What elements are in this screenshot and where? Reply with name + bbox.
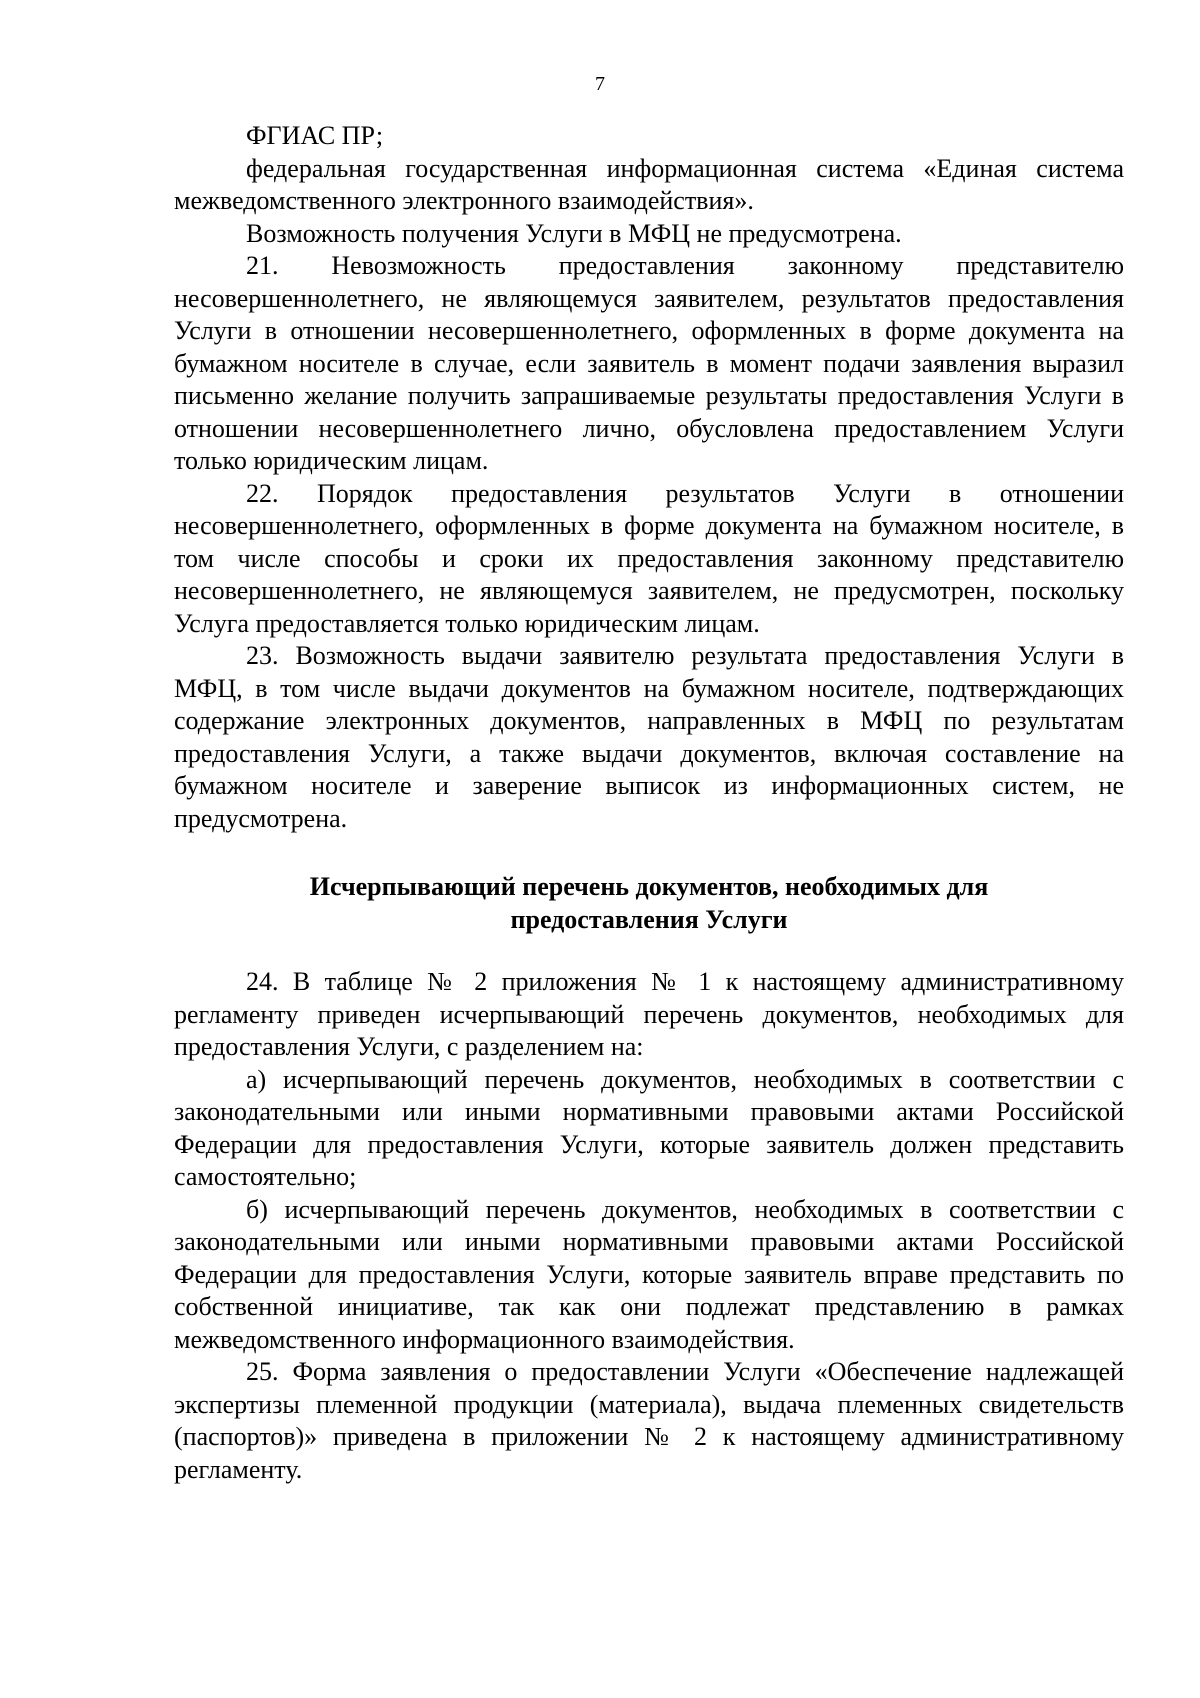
paragraph-fgias: ФГИАС ПР; [246, 121, 384, 150]
document-body [174, 120, 1124, 1486]
section-heading [174, 871, 1124, 936]
page-number: 7 [595, 73, 605, 95]
paragraph-24: 24. В таблице № 2 приложения № 1 к настоящему административному регламенту приведен исчерпывающий перечень документов, необходимых для предоставления Услуги, с разделением на: [174, 967, 1124, 1061]
section-heading-line-2: предоставления Услуги [510, 904, 788, 934]
paragraph-23: 23. Возможность выдачи заявителю результата предоставления Услуги в МФЦ, в том числе выдачи документов на бумажном носителе, подтверждающих содержание электронных документов, направленных в МФЦ по результатам предоставления Услуги, а также выдачи документов, включая составление на бумажном носителе и заверение выписок из информационных систем, не предусмотрена. [174, 641, 1124, 833]
paragraph-21: 21. Невозможность предоставления законному представителю несовершеннолетнего, не являющемуся заявителем, результатов предоставления Услуги в отношении несовершеннолетнего, оформленных в форме документа на бумажном носителе в случае, если заявитель в момент подачи заявления выразил письменно желание получить запрашиваемые результаты предоставления Услуги в отношении несовершеннолетнего лично, обусловлена предоставлением Услуги только юридическим лицам. [174, 251, 1124, 475]
list-item-a: а) исчерпывающий перечень документов, необходимых в соответствии с законодательными или иными нормативными правовыми актами Российской Федерации для предоставления Услуги, которые заявитель должен представить самостоятельно; [174, 1064, 1124, 1191]
section-heading-line-1: Исчерпывающий перечень документов, необходимых для [309, 872, 989, 901]
paragraph-22: 22. Порядок предоставления результатов Услуги в отношении несовершеннолетнего, оформленных в форме документа на бумажном носителе, в том числе способы и сроки их предоставления законному представителю несовершеннолетнего, не являющемуся заявителем, не предусмотрен, поскольку Услуга предоставляется только юридическим лицам. [174, 478, 1124, 638]
paragraph-25: 25. Форма заявления о предоставлении Услуги «Обеспечение надлежащей экспертизы племенной продукции (материала), выдача племенных свидетельств (паспортов)» приведена в приложении № 2 к настоящему административному регламенту. [174, 1357, 1124, 1484]
paragraph-mfc-not-provided: Возможность получения Услуги в МФЦ не предусмотрена. [246, 218, 902, 248]
paragraph-smev: федеральная государственная информационная система «Единая система межведомственного электронного взаимодействия». [174, 153, 1124, 215]
list-item-b: б) исчерпывающий перечень документов, необходимых в соответствии с законодательными или иными нормативными правовыми актами Российской Федерации для предоставления Услуги, которые заявитель вправе представить по собственной инициативе, так как они подлежат представлению в рамках межведомственного информационного взаимодействия. [174, 1194, 1124, 1354]
